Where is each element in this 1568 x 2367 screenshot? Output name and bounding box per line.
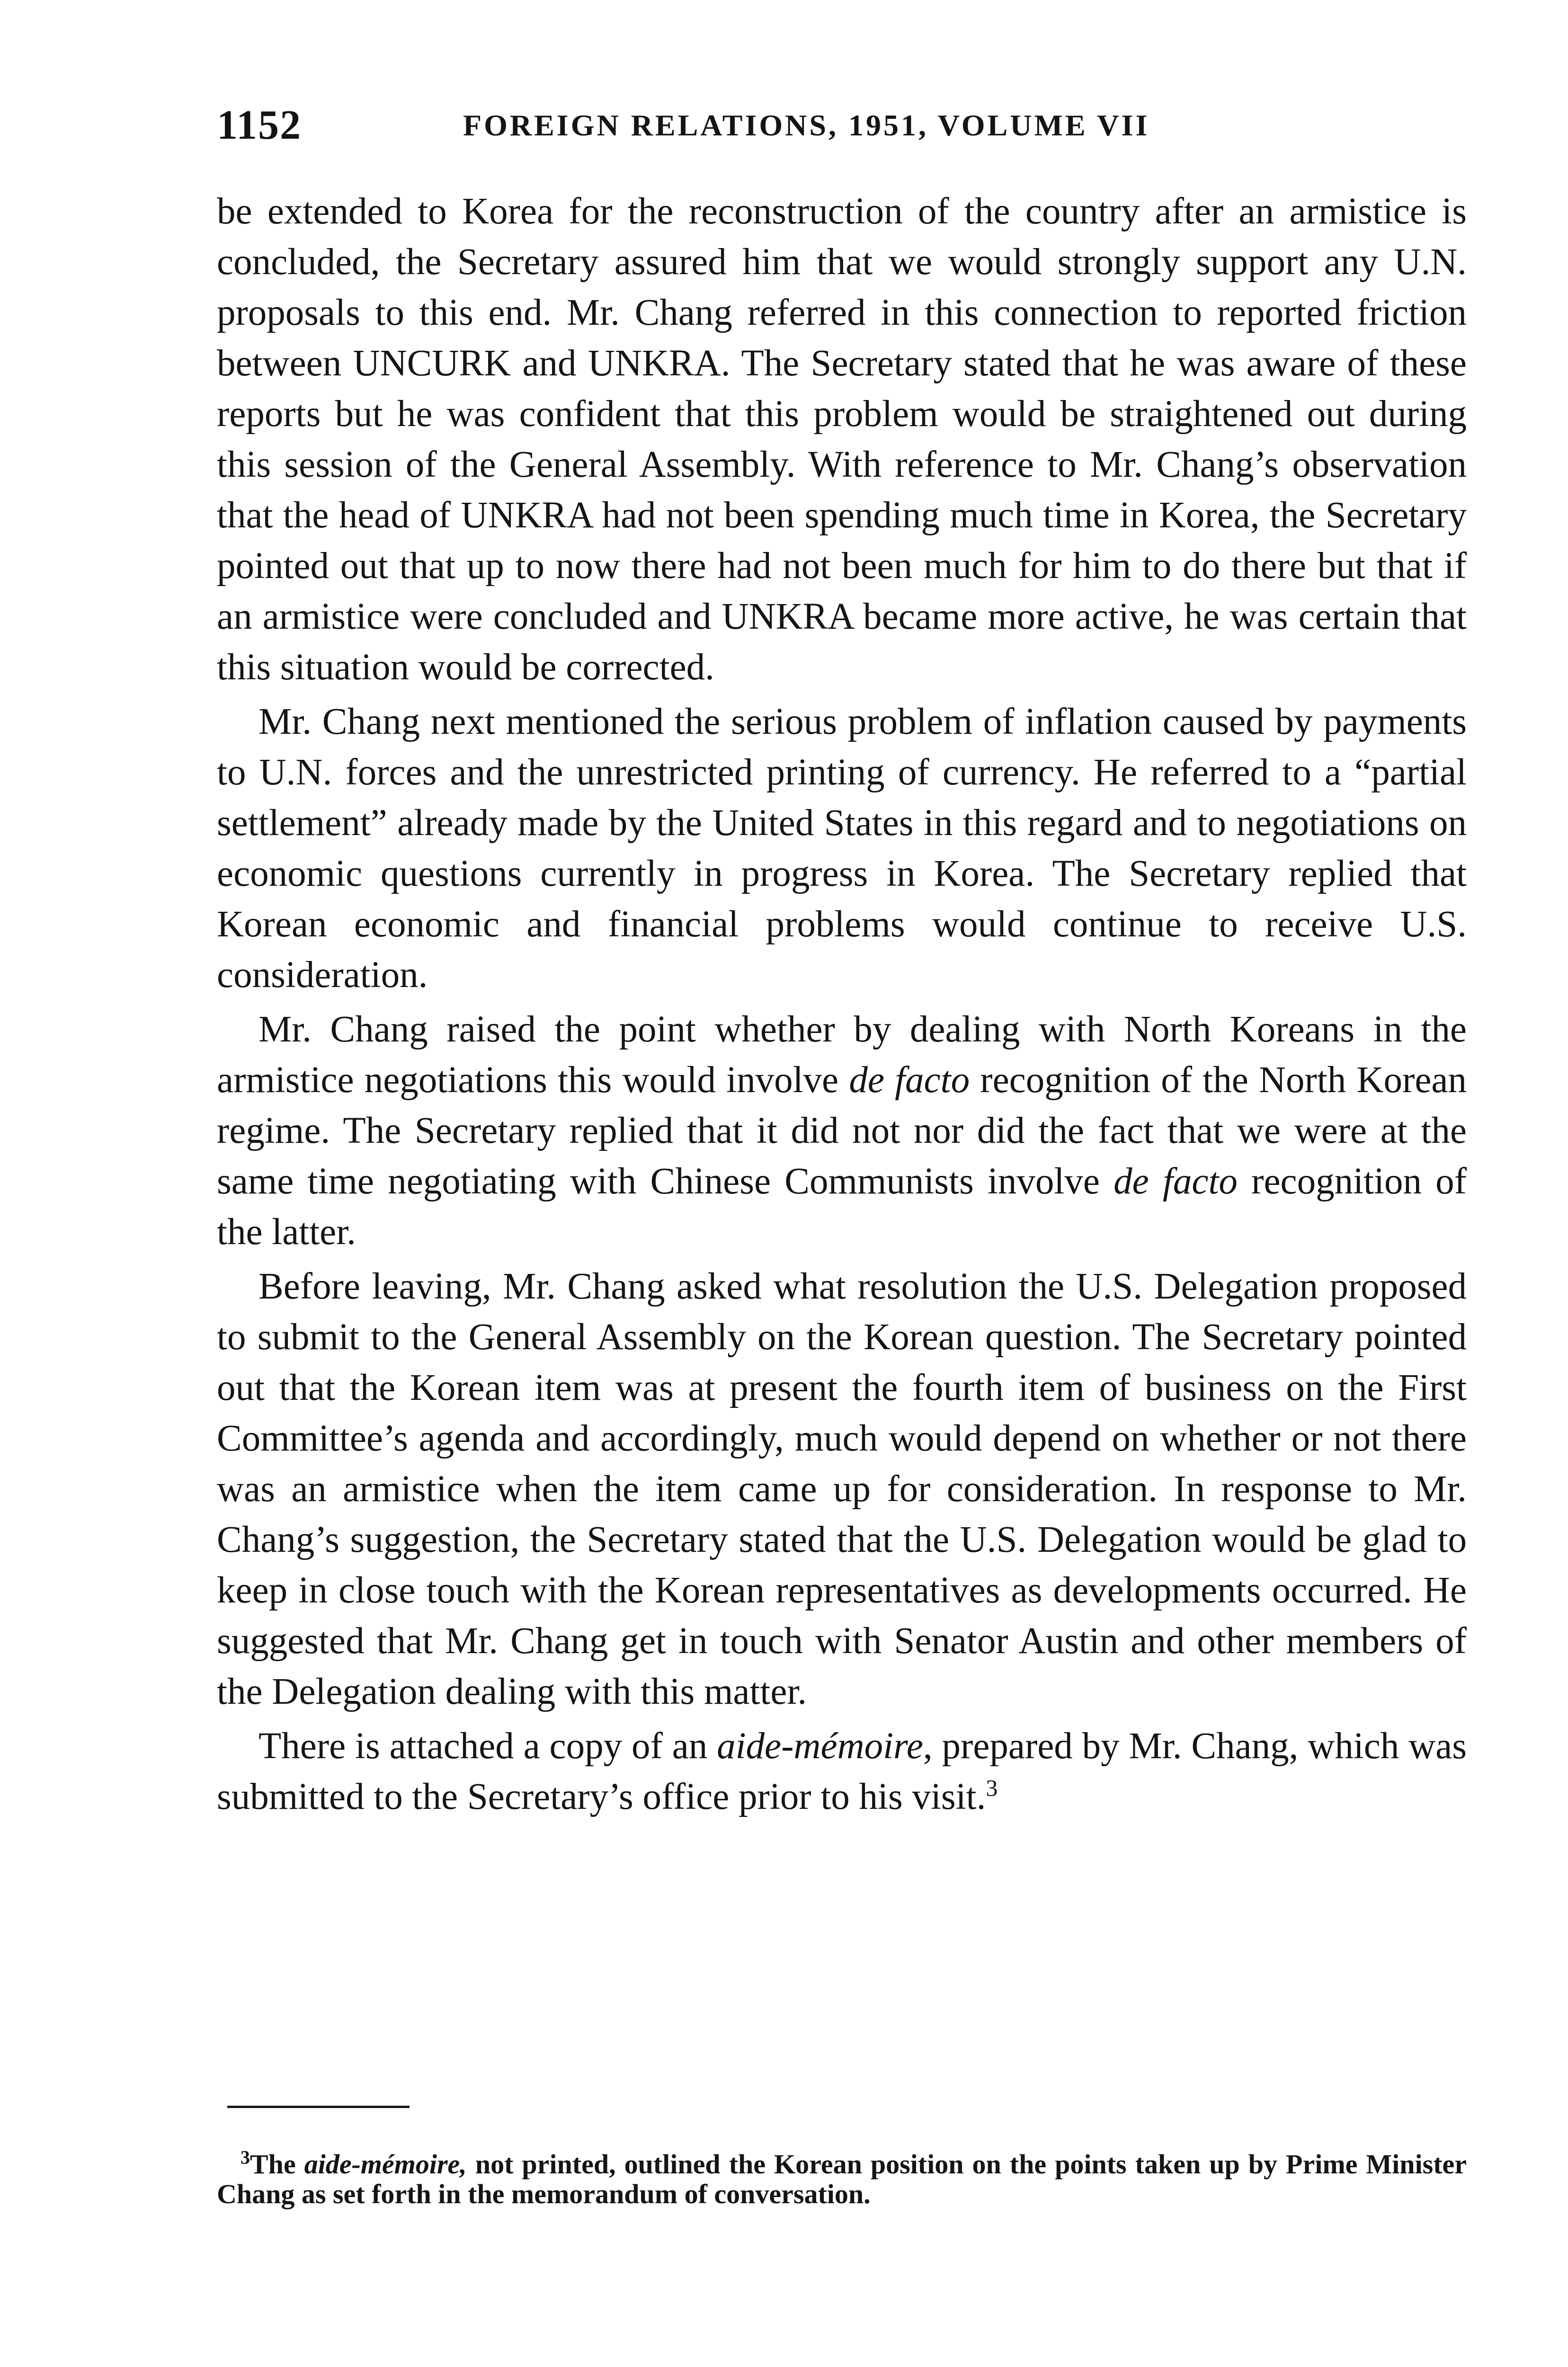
- paragraph-3-text-c: recognition of the North Korean regime. The Secretary replied that it did not nor did the fact that we were at the same time negotiating with Chinese Communists involve: [217, 1059, 1467, 1202]
- paragraph-3-text-e: recognition of the latter.: [217, 1161, 1467, 1253]
- page-header: [217, 97, 1476, 154]
- paragraph-1: be extended to Korea for the reconstruction of the country after an armistice is concluded, the Secretary assured him that we would strongly support any U.N. proposals to this end. Mr. Chang referred in this connection to reported friction between UNCURK and UNKRA. The Secretary stated that he was aware of these reports but he was confident that this problem would be straightened out during this session of the General Assembly. With reference to Mr. Chang’s observation that the head of UNKRA had not been spending much time in Korea, the Secretary pointed out that up to now there had not been much for him to do there but that if an armistice were concluded and UNKRA became more active, he was certain that this situation would be corrected.: [217, 191, 1467, 688]
- paragraph-5-text-a: There is attached a copy of an: [258, 1726, 717, 1767]
- footnote-text-a: The: [250, 2149, 304, 2180]
- footnote-text-c: not printed, outlined the Korean position on the points taken up by Prime Minister Chang as set forth in the memorandum of conversation.: [217, 2149, 1467, 2209]
- paragraph-4: Before leaving, Mr. Chang asked what resolution the U.S. Delegation proposed to submit to the General Assembly on the Korean question. The Secretary pointed out that the Korean item was at present the fourth item of business on the First Committee’s agenda and accordingly, much would depend on whether or not there was an armistice when the item came up for consideration. In response to Mr. Chang’s suggestion, the Secretary stated that the U.S. Delegation would be glad to keep in close touch with the Korean representatives as developments occurred. He suggested that Mr. Chang get in touch with Senator Austin and other members of the Delegation dealing with this matter.: [217, 1266, 1467, 1712]
- paragraph-5-text-c: , prepared by Mr. Chang, which was submitted to the Secretary’s office prior to his visit.: [217, 1726, 1467, 1817]
- paragraph-3-italic-de-facto-1: de facto: [849, 1059, 970, 1101]
- paragraph-3-italic-de-facto-2: de facto: [1114, 1161, 1238, 1202]
- footnote-reference[interactable]: 3: [986, 1774, 998, 1801]
- paragraph-5: [217, 1721, 1467, 1822]
- paragraph-5-italic-aide-memoire: aide-mémoire: [717, 1726, 923, 1767]
- paragraph-2: Mr. Chang next mentioned the serious problem of inflation caused by payments to U.N. forces and the unrestricted printing of currency. He referred to a “partial settlement” already made by the United States in this regard and to negotiations on economic questions currently in progress in Korea. The Secretary replied that Korean economic and financial problems would continue to receive U.S. consideration.: [217, 701, 1467, 996]
- body-text: [217, 186, 1467, 1826]
- footnote-divider: [227, 2106, 410, 2108]
- page-number: 1152: [217, 102, 302, 148]
- footnote: [217, 2146, 1467, 2209]
- footnote-italic-aide-memoire: aide-mémoire,: [304, 2149, 467, 2180]
- paragraph-3: [217, 1004, 1467, 1257]
- running-head: FOREIGN RELATIONS, 1951, VOLUME VII: [463, 108, 1150, 142]
- footnote-marker: 3: [241, 2146, 250, 2168]
- paragraph-3-text-a: Mr. Chang raised the point whether by dealing with North Koreans in the armistice negotiations this would involve: [217, 1009, 1467, 1101]
